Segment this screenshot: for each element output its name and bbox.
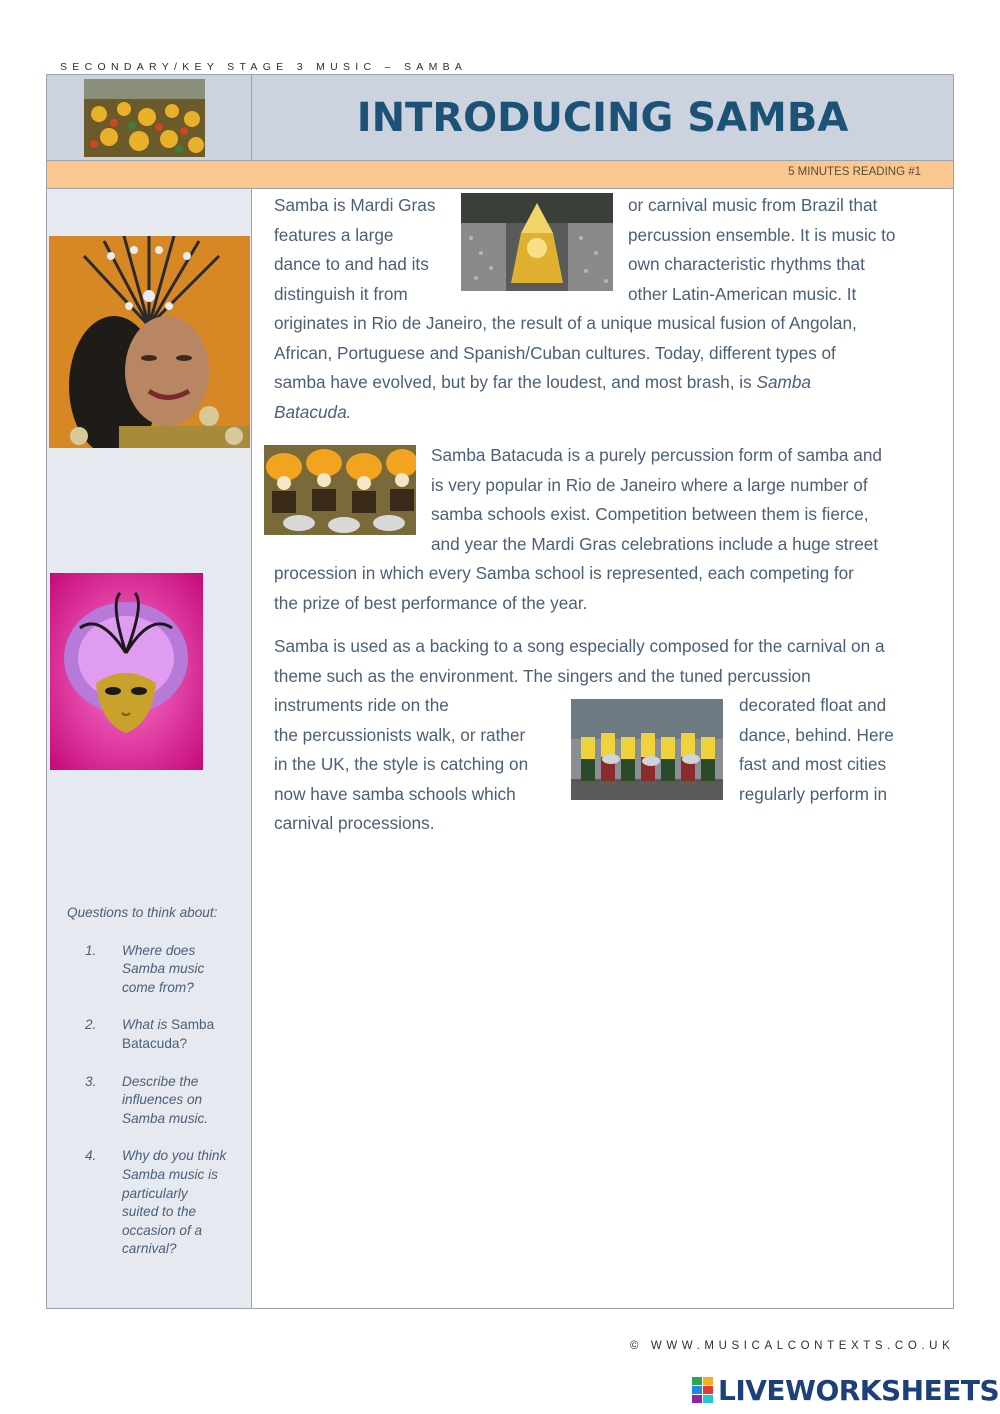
text-line: procession in which every Samba school is represented, each competing for xyxy=(274,563,854,583)
paragraph-1-full xyxy=(274,309,857,427)
question-line: carnival? xyxy=(122,1241,177,1257)
question-line: influences on xyxy=(122,1092,203,1108)
text-line: percussion ensemble. It is music to xyxy=(628,224,896,245)
text-line: instruments ride on the xyxy=(274,695,449,715)
paragraph-2-right xyxy=(431,441,882,559)
liveworksheets-icon xyxy=(692,1377,714,1403)
text-line: dance, behind. Here xyxy=(739,724,894,745)
street-band-photo xyxy=(571,699,723,800)
text-line: features a large xyxy=(274,224,394,245)
carnival-float-photo xyxy=(461,193,613,291)
text-line: decorated float and xyxy=(739,695,887,715)
question-line: Samba music xyxy=(122,961,205,977)
text-line: Samba Batacuda is a purely percussion form of samba and xyxy=(431,445,882,465)
drummers-costume-photo xyxy=(264,445,416,535)
text-line: samba schools exist. Competition between them is fierce, xyxy=(431,504,869,525)
question-line: Describe the xyxy=(122,1073,199,1089)
text-line: the prize of best performance of the year. xyxy=(274,592,588,613)
paragraph-1-left xyxy=(274,191,435,309)
question-line: particularly xyxy=(122,1185,188,1201)
text-line: originates in Rio de Janeiro, the result of a unique musical fusion of Angolan, xyxy=(274,313,857,333)
paragraph-3-full xyxy=(274,632,885,691)
text-line: theme such as the environment. The singers and the tuned percussion xyxy=(274,665,811,686)
text-line: own characteristic rhythms that xyxy=(628,254,865,275)
paragraph-3-left xyxy=(274,691,528,839)
question-number: 4. xyxy=(85,1148,97,1164)
question-line: suited to the xyxy=(122,1204,197,1220)
questions-heading: Questions to think about: xyxy=(67,905,218,920)
question-3 xyxy=(67,1073,237,1129)
question-text: What is xyxy=(122,1017,172,1033)
question-number: 2. xyxy=(85,1017,97,1033)
text-line: dance to and had its xyxy=(274,254,429,275)
text-line: Samba is used as a backing to a song especially composed for the carnival on a xyxy=(274,636,885,656)
question-line: Where does xyxy=(122,942,196,958)
question-2 xyxy=(67,1016,237,1053)
question-number: 3. xyxy=(85,1073,97,1089)
paragraph-1-right xyxy=(628,191,895,309)
question-line: Samba music is xyxy=(122,1166,218,1182)
text-line xyxy=(274,368,857,398)
italic-span: Batacuda. xyxy=(274,401,352,422)
question-text: Samba xyxy=(171,1017,215,1033)
carnival-mask-illustration xyxy=(50,573,203,770)
text-line: is very popular in Rio de Janeiro where a large number of xyxy=(431,474,868,495)
text-line: in the UK, the style is catching on xyxy=(274,754,529,775)
question-line: Samba music. xyxy=(122,1110,209,1126)
question-line: Why do you think xyxy=(122,1148,227,1164)
text-line: Samba is Mardi Gras xyxy=(274,195,436,215)
text-line: fast and most cities xyxy=(739,754,887,775)
text-line: and year the Mardi Gras celebrations include a huge street xyxy=(431,533,879,554)
text-line: or carnival music from Brazil that xyxy=(628,195,878,215)
question-1 xyxy=(67,942,237,998)
text-line: now have samba schools which xyxy=(274,783,516,804)
carnival-parade-photo xyxy=(84,79,205,157)
italic-span: Samba xyxy=(756,372,811,393)
copyright-footer: © WWW.MUSICALCONTEXTS.CO.UK xyxy=(630,1340,955,1352)
text-line: carnival processions. xyxy=(274,813,435,834)
text-line: distinguish it from xyxy=(274,283,408,304)
question-line: Batacuda? xyxy=(122,1035,188,1051)
question-line xyxy=(122,1016,237,1035)
text-line: regularly perform in xyxy=(739,783,888,804)
question-number: 1. xyxy=(85,942,97,958)
text-span: samba have evolved, but by far the loudest, and most brash, is xyxy=(274,372,757,393)
text-line: the percussionists walk, or rather xyxy=(274,724,526,745)
liveworksheets-logo[interactable] xyxy=(692,1372,999,1408)
question-4 xyxy=(67,1147,237,1259)
paragraph-2-full xyxy=(274,559,854,618)
worksheet-frame xyxy=(46,74,954,1309)
reading-bar xyxy=(47,161,953,189)
reading-tag: 5 MINUTES READING #1 xyxy=(788,166,921,178)
text-line: other Latin-American music. It xyxy=(628,283,857,304)
questions-panel xyxy=(67,904,237,1278)
paragraph-3-right xyxy=(739,691,894,809)
page-kicker: SECONDARY/KEY STAGE 3 MUSIC – SAMBA xyxy=(60,61,468,73)
page-title: INTRODUCING SAMBA xyxy=(356,95,849,141)
samba-dancer-headdress-photo xyxy=(49,236,250,448)
question-line: occasion of a xyxy=(122,1222,203,1238)
question-line: come from? xyxy=(122,979,194,995)
text-line: African, Portuguese and Spanish/Cuban cultures. Today, different types of xyxy=(274,342,836,363)
liveworksheets-wordmark: LIVEWORKSHEETS xyxy=(718,1373,1000,1407)
